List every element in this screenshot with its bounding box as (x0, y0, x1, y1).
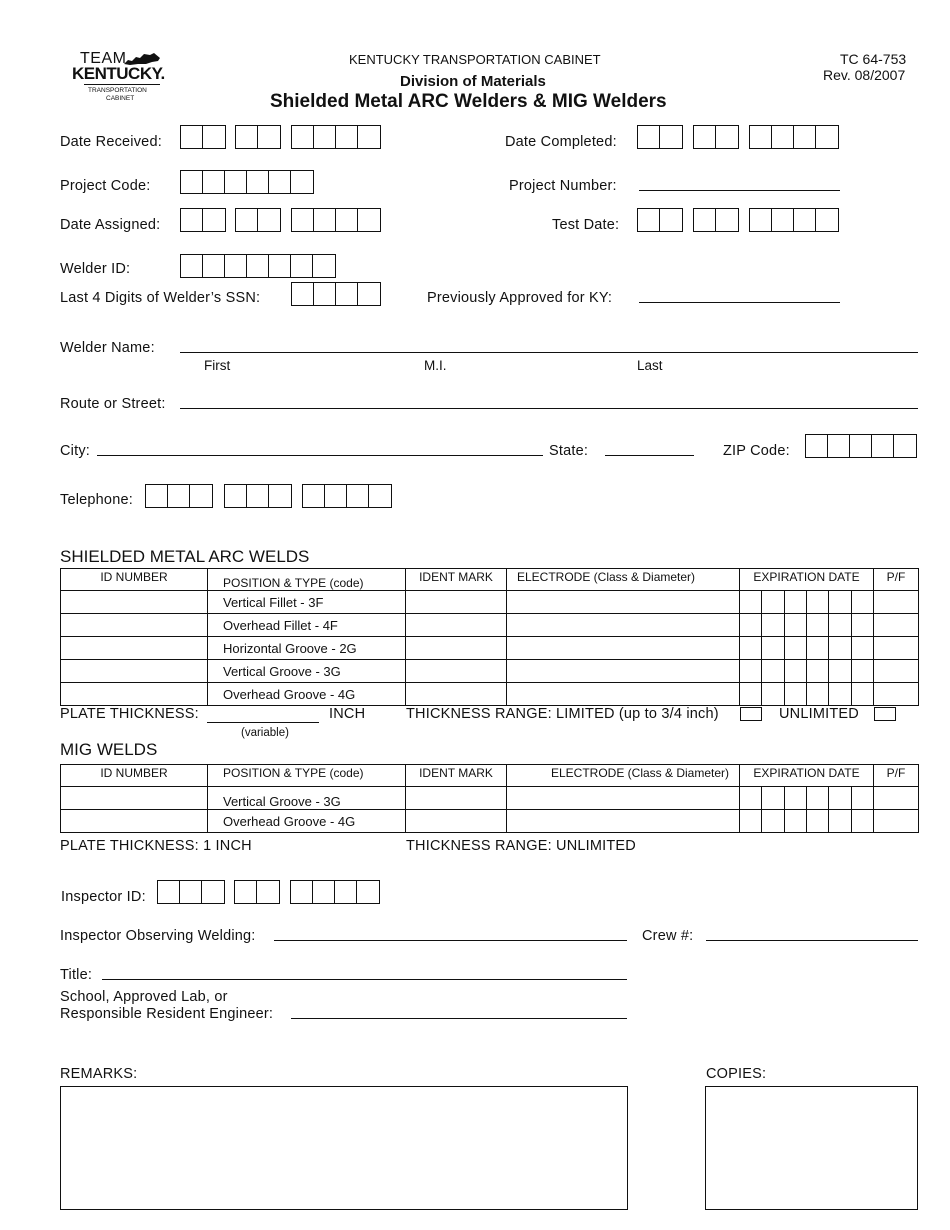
unlimited-label: UNLIMITED (779, 706, 859, 722)
electrode-cell[interactable] (507, 637, 740, 660)
expiration-cell[interactable] (740, 810, 874, 833)
crew-label: Crew #: (642, 928, 694, 944)
pf-cell[interactable] (874, 787, 919, 810)
ssn-label: Last 4 Digits of Welder’s SSN: (60, 290, 261, 306)
pf-cell[interactable] (874, 660, 919, 683)
logo (70, 50, 170, 106)
ident-mark-cell[interactable] (406, 810, 507, 833)
expiration-cell[interactable] (740, 637, 874, 660)
telephone-prefix[interactable] (224, 484, 292, 508)
table-row (61, 810, 919, 833)
expiration-cell[interactable] (740, 660, 874, 683)
id-number-cell[interactable] (61, 660, 208, 683)
expiration-cell[interactable] (740, 683, 874, 706)
welder-name-input[interactable] (180, 352, 918, 353)
date-completed-label: Date Completed: (505, 134, 617, 150)
mig-col-pf: P/F (874, 765, 919, 787)
school-label-line1: School, Approved Lab, or (60, 989, 228, 1005)
date-assigned-day[interactable] (235, 208, 281, 232)
id-number-cell[interactable] (61, 683, 208, 706)
date-received-day[interactable] (235, 125, 281, 149)
division-name: Division of Materials (400, 73, 546, 90)
city-label: City: (60, 443, 90, 459)
telephone-area[interactable] (145, 484, 213, 508)
date-received-year[interactable] (291, 125, 381, 149)
date-assigned-label: Date Assigned: (60, 217, 161, 233)
test-date-year[interactable] (749, 208, 839, 232)
project-number-label: Project Number: (509, 178, 617, 194)
date-assigned-month[interactable] (180, 208, 226, 232)
table-row (61, 660, 919, 683)
id-number-cell[interactable] (61, 614, 208, 637)
project-number-input[interactable] (639, 190, 840, 191)
smaw-col-expiration: EXPIRATION DATE (740, 569, 874, 591)
inspector-observing-label: Inspector Observing Welding: (60, 928, 256, 944)
date-received-month[interactable] (180, 125, 226, 149)
inspector-id-part2[interactable] (234, 880, 280, 904)
electrode-cell[interactable] (507, 787, 740, 810)
position-cell: Vertical Groove - 3G (208, 660, 406, 683)
smaw-col-ident: IDENT MARK (406, 569, 507, 591)
electrode-cell[interactable] (507, 591, 740, 614)
ident-mark-cell[interactable] (406, 683, 507, 706)
id-number-cell[interactable] (61, 591, 208, 614)
zip-input[interactable] (805, 434, 917, 458)
page-title: Shielded Metal ARC Welders & MIG Welders (270, 91, 667, 112)
test-date-month[interactable] (637, 208, 683, 232)
inspector-id-part3[interactable] (290, 880, 380, 904)
pf-cell[interactable] (874, 637, 919, 660)
position-cell: Vertical Groove - 3G (208, 787, 406, 810)
logo-sub-2: CABINET (106, 95, 135, 102)
smaw-table (60, 568, 919, 706)
id-number-cell[interactable] (61, 637, 208, 660)
table-row (61, 787, 919, 810)
project-code-input[interactable] (180, 170, 314, 194)
electrode-cell[interactable] (507, 614, 740, 637)
smaw-col-electrode: ELECTRODE (Class & Diameter) (507, 569, 740, 591)
inspector-observing-input[interactable] (274, 940, 627, 941)
table-row (61, 637, 919, 660)
school-input[interactable] (291, 1018, 627, 1019)
smaw-col-position: POSITION & TYPE (code) (208, 569, 406, 591)
table-row (61, 614, 919, 637)
mig-header-row (61, 765, 919, 787)
remarks-textarea[interactable] (60, 1086, 628, 1210)
mig-col-position: POSITION & TYPE (code) (208, 765, 406, 787)
zip-label: ZIP Code: (723, 443, 790, 459)
smaw-thickness-range-label: THICKNESS RANGE: LIMITED (up to 3/4 inch) (406, 706, 719, 722)
electrode-cell[interactable] (507, 660, 740, 683)
table-row (61, 683, 919, 706)
remarks-label: REMARKS: (60, 1066, 138, 1082)
position-cell: Overhead Groove - 4G (208, 683, 406, 706)
id-number-cell[interactable] (61, 787, 208, 810)
welder-name-label: Welder Name: (60, 340, 155, 356)
inspector-id-part1[interactable] (157, 880, 225, 904)
previously-approved-input[interactable] (639, 302, 840, 303)
mig-col-ident: IDENT MARK (406, 765, 507, 787)
expiration-cell[interactable] (740, 614, 874, 637)
date-assigned-year[interactable] (291, 208, 381, 232)
date-completed-day[interactable] (693, 125, 739, 149)
position-cell: Horizontal Groove - 2G (208, 637, 406, 660)
form-revision: Rev. 08/2007 (823, 67, 906, 83)
ident-mark-cell[interactable] (406, 614, 507, 637)
pf-cell[interactable] (874, 683, 919, 706)
mig-col-id: ID NUMBER (61, 765, 208, 787)
inspector-id-label: Inspector ID: (61, 889, 146, 905)
welder-name-mi-caption: M.I. (424, 358, 447, 373)
ident-mark-cell[interactable] (406, 787, 507, 810)
electrode-cell[interactable] (507, 810, 740, 833)
electrode-cell[interactable] (507, 683, 740, 706)
mig-col-electrode: ELECTRODE (Class & Diameter) (507, 765, 740, 787)
smaw-variable-caption: (variable) (241, 727, 289, 739)
welder-id-label: Welder ID: (60, 261, 131, 277)
state-input[interactable] (605, 455, 694, 456)
welder-id-input[interactable] (180, 254, 336, 278)
title-label: Title: (60, 967, 93, 983)
pf-cell[interactable] (874, 591, 919, 614)
test-date-label: Test Date: (552, 217, 620, 233)
school-label-line2: Responsible Resident Engineer: (60, 1006, 274, 1022)
smaw-plate-thickness-input[interactable] (207, 722, 319, 723)
pf-cell[interactable] (874, 810, 919, 833)
ident-mark-cell[interactable] (406, 591, 507, 614)
logo-divider (84, 84, 160, 85)
date-completed-year[interactable] (749, 125, 839, 149)
telephone-line[interactable] (302, 484, 392, 508)
mig-table (60, 764, 919, 833)
agency-name: KENTUCKY TRANSPORTATION CABINET (349, 52, 601, 67)
telephone-label: Telephone: (60, 492, 133, 508)
smaw-header-row (61, 569, 919, 591)
smaw-section-title: SHIELDED METAL ARC WELDS (60, 547, 310, 566)
date-received-label: Date Received: (60, 134, 162, 150)
test-date-day[interactable] (693, 208, 739, 232)
copies-textarea[interactable] (705, 1086, 918, 1210)
ident-mark-cell[interactable] (406, 637, 507, 660)
logo-sub-1: TRANSPORTATION (88, 87, 147, 94)
crew-input[interactable] (706, 940, 918, 941)
pf-cell[interactable] (874, 614, 919, 637)
mig-thickness-range-label: THICKNESS RANGE: UNLIMITED (406, 838, 636, 854)
project-code-label: Project Code: (60, 178, 151, 194)
logo-kentucky: KENTUCKY. (72, 64, 165, 83)
logo-team: TEAM (80, 50, 127, 67)
position-cell: Overhead Groove - 4G (208, 810, 406, 833)
route-label: Route or Street: (60, 396, 166, 412)
expiration-cell[interactable] (740, 591, 874, 614)
mig-section-title: MIG WELDS (60, 740, 158, 759)
date-completed-month[interactable] (637, 125, 683, 149)
ident-mark-cell[interactable] (406, 660, 507, 683)
city-input[interactable] (97, 455, 543, 456)
form-number: TC 64-753 (840, 51, 907, 67)
previously-approved-label: Previously Approved for KY: (427, 290, 613, 306)
unlimited-checkbox[interactable] (874, 707, 896, 721)
smaw-col-pf: P/F (874, 569, 919, 591)
ssn-input[interactable] (291, 282, 381, 306)
position-cell: Overhead Fillet - 4F (208, 614, 406, 637)
title-input[interactable] (102, 979, 627, 980)
position-cell: Vertical Fillet - 3F (208, 591, 406, 614)
id-number-cell[interactable] (61, 810, 208, 833)
smaw-plate-thickness-label: PLATE THICKNESS: (60, 706, 199, 722)
mig-col-expiration: EXPIRATION DATE (740, 765, 874, 787)
state-label: State: (549, 443, 589, 459)
smaw-col-id: ID NUMBER (61, 569, 208, 591)
expiration-cell[interactable] (740, 787, 874, 810)
route-input[interactable] (180, 408, 918, 409)
welder-name-first-caption: First (204, 358, 231, 373)
copies-label: COPIES: (706, 1066, 767, 1082)
mig-plate-thickness-label: PLATE THICKNESS: 1 INCH (60, 838, 252, 854)
limited-checkbox[interactable] (740, 707, 762, 721)
smaw-inch-label: INCH (329, 706, 366, 722)
table-row (61, 591, 919, 614)
welder-name-last-caption: Last (637, 358, 663, 373)
